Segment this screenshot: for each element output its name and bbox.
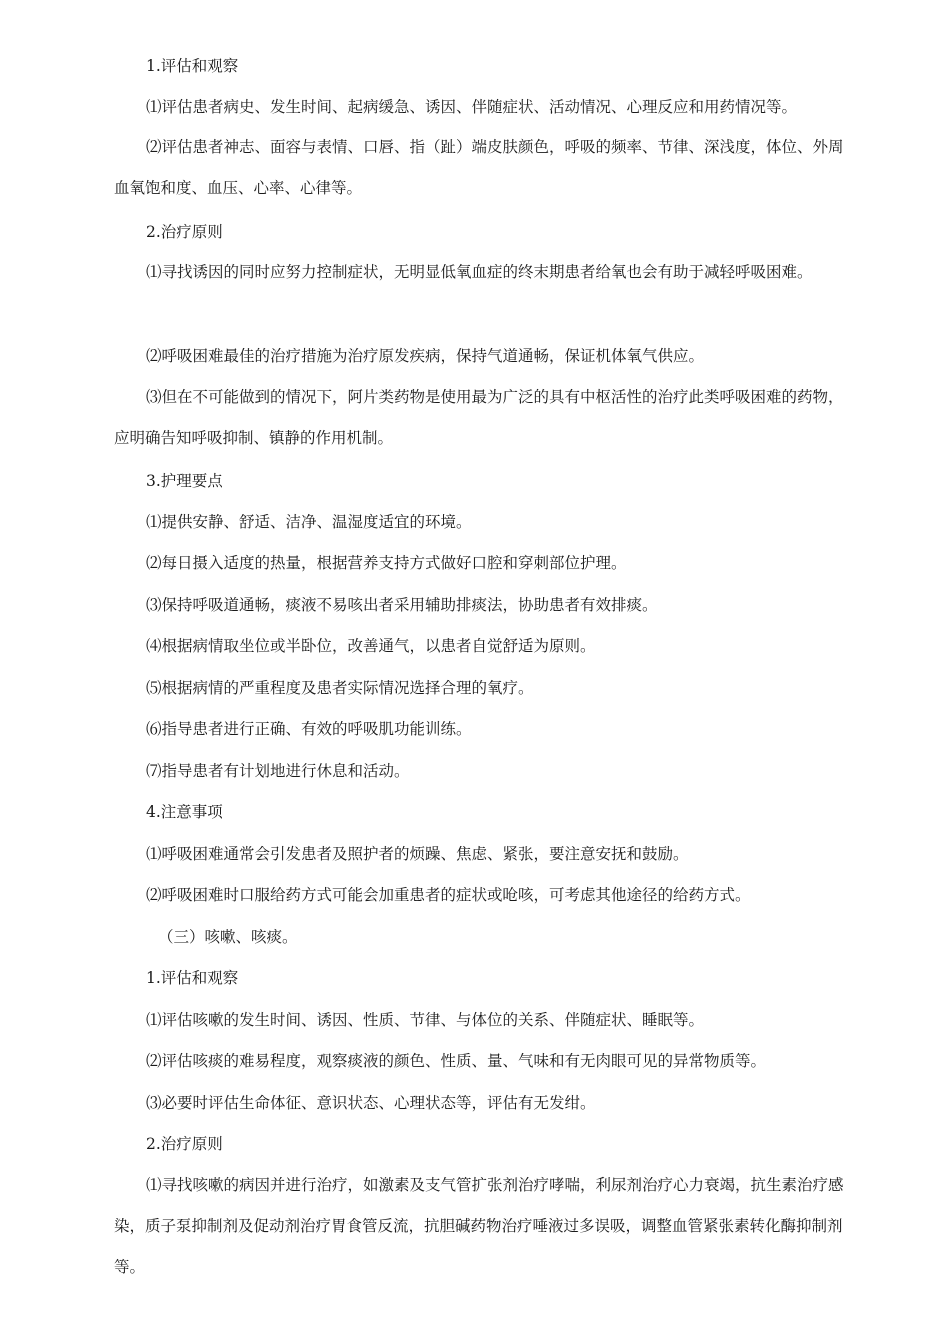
paragraph: ⑴寻找诱因的同时应努力控制症状，无明显低氧血症的终末期患者给氧也会有助于减轻呼吸困难。 xyxy=(146,263,813,281)
section-heading-treatment: 2.治疗原则 xyxy=(146,1135,223,1153)
paragraph: ⑵评估咳痰的难易程度，观察痰液的颜色、性质、量、气味和有无肉眼可见的异常物质等。 xyxy=(146,1052,767,1070)
paragraph: ⑴呼吸困难通常会引发患者及照护者的烦躁、焦虑、紧张，要注意安抚和鼓励。 xyxy=(146,845,689,863)
paragraph: ⑵每日摄入适度的热量，根据营养支持方式做好口腔和穿刺部位护理。 xyxy=(146,554,627,572)
section-heading-treatment: 2.治疗原则 xyxy=(146,223,223,241)
paragraph: ⑺指导患者有计划地进行休息和活动。 xyxy=(146,762,410,780)
paragraph: ⑵评估患者神志、面容与表情、口唇、指（趾）端皮肤颜色，呼吸的频率、节律、深浅度，体位、外周血氧饱和度、血压、心率、心律等。 xyxy=(114,138,844,197)
paragraph: ⑵呼吸困难最佳的治疗措施为治疗原发疾病，保持气道通畅，保证机体氧气供应。 xyxy=(146,347,705,365)
paragraph: ⑴寻找咳嗽的病因并进行治疗，如激素及支气管扩张剂治疗哮喘，利尿剂治疗心力衰竭，抗生素治疗感染，质子泵抑制剂及促动剂治疗胃食管反流，抗胆碱药物治疗唾液过多误吸，调整血管紧张素转化酶抑制剂等。 xyxy=(114,1176,844,1276)
section-heading-assessment: 1.评估和观察 xyxy=(146,57,239,75)
section-heading-assessment: 1.评估和观察 xyxy=(146,969,239,987)
paragraph: ⑴评估咳嗽的发生时间、诱因、性质、节律、与体位的关系、伴随症状、睡眠等。 xyxy=(146,1011,705,1029)
paragraph: ⑴评估患者病史、发生时间、起病缓急、诱因、伴随症状、活动情况、心理反应和用药情况等。 xyxy=(146,98,798,116)
paragraph: ⑷根据病情取坐位或半卧位，改善通气，以患者自觉舒适为原则。 xyxy=(146,637,596,655)
section-heading-notes: 4.注意事项 xyxy=(146,803,223,821)
part-heading-cough: （三）咳嗽、咳痰。 xyxy=(158,928,298,946)
paragraph: ⑹指导患者进行正确、有效的呼吸肌功能训练。 xyxy=(146,720,472,738)
paragraph: ⑸根据病情的严重程度及患者实际情况选择合理的氧疗。 xyxy=(146,679,534,697)
paragraph: ⑵呼吸困难时口服给药方式可能会加重患者的症状或呛咳，可考虑其他途径的给药方式。 xyxy=(146,886,751,904)
paragraph: ⑶但在不可能做到的情况下，阿片类药物是使用最为广泛的具有中枢活性的治疗此类呼吸困难的药物，应明确告知呼吸抑制、镇静的作用机制。 xyxy=(114,388,844,447)
paragraph: ⑶必要时评估生命体征、意识状态、心理状态等，评估有无发绀。 xyxy=(146,1094,596,1112)
paragraph: ⑶保持呼吸道通畅，痰液不易咳出者采用辅助排痰法，协助患者有效排痰。 xyxy=(146,596,658,614)
section-heading-nursing: 3.护理要点 xyxy=(146,472,223,490)
paragraph: ⑴提供安静、舒适、洁净、温湿度适宜的环境。 xyxy=(146,513,472,531)
